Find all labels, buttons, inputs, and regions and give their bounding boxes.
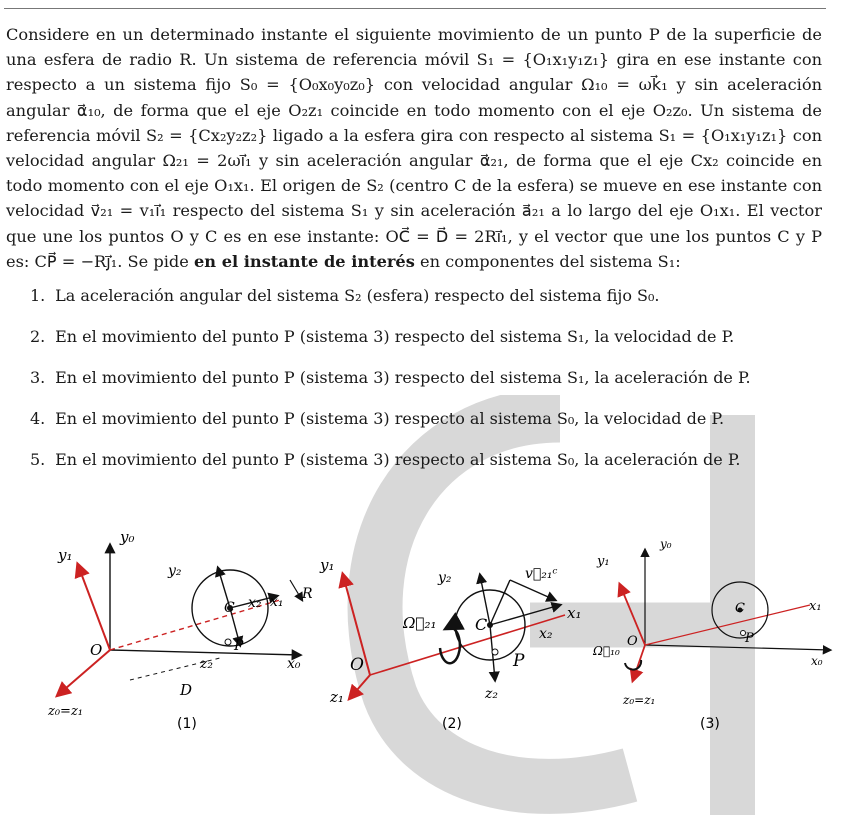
label-O: O [627,634,638,649]
label-x0: x₀ [287,656,301,672]
figure-caption: (1) [177,716,197,732]
figure-1 [40,520,330,735]
label-z2: z₂ [200,656,213,672]
label-y1: y₁ [320,556,335,574]
label-P: P [513,651,525,671]
label-y0: y₀ [120,528,135,546]
label-C: C [735,601,745,616]
label-y1: y₁ [58,546,73,564]
label-x1: x₁ [270,594,284,610]
label-omega10: Ω⃗₁₀ [593,644,620,658]
label-vc: v⃗₂₁ᶜ [525,566,558,582]
label-x1: x₁ [567,604,582,622]
label-y2: y₂ [438,570,452,586]
label-O: O [90,641,103,659]
figure-caption: (3) [700,716,720,732]
label-z1: z₁ [330,688,344,706]
list-item: 2. En el movimiento del punto P (sistema 3) respecto del sistema S₁, la velocidad de P. [30,327,735,346]
problem-statement: Considere en un determinado instante el siguiente movimiento de un punto P de la superficie de una esfera de radio R. Un sistema de referencia móvil S₁ = {O₁x₁y₁z₁} gira en ese instante con respecto a un sistema fijo S₀ = {O₀x₀y₀z₀} con velocidad angular Ω₁₀ = ωk⃗₁ y sin aceleración angular α⃗₁₀, de forma que el eje O₂z₁ coincide en todo momento con el eje O₂z₀. Un sistema de referencia móvil S₂ = {Cx₂y₂z₂} ligado a la esfera gira con respecto al sistema S₁ = {O₁x₁y₁z₁} con velocidad angular Ω₂₁ = 2ωi⃗₁ y sin aceleración angular α⃗₂₁, de forma que el eje Cx₂ coincide en todo momento con el eje O₁x₁. El origen de S₂ (centro C de la esfera) se mueve en ese instante con velocidad v⃗₂₁ = v₁i⃗₁ respecto del sistema S₁ y sin aceleración a⃗₂₁ a lo largo del eje O₁x₁. El vector que une los puntos O y C es en ese instante: OC⃗ = D⃗ = 2Ri⃗₁, y el vector que une los puntos C y P es: CP⃗ = −Rj⃗₁. Se pide en el instante de interés en componentes del sistema S₁: [6,25,822,271]
list-item: 1. La aceleración angular del sistema S₂ (esfera) respecto del sistema fijo S₀. [30,286,660,305]
top-rule [4,8,826,9]
list-item: 4. En el movimiento del punto P (sistema 3) respecto al sistema S₀, la velocidad de P. [30,409,725,428]
figure-caption: (2) [442,716,462,732]
label-y2: y₂ [168,563,182,579]
label-C: C [475,615,488,634]
label-y1: y₁ [597,554,610,569]
bold-emphasis: en el instante de interés [193,251,415,271]
label-P: P [745,631,754,646]
label-x1: x₁ [809,599,822,614]
list-item: 3. En el movimiento del punto P (sistema 3) respecto del sistema S₁, la aceleración de P. [30,368,751,387]
label-y0: y₀ [660,537,672,551]
label-x2: x₂ [539,626,553,642]
figure-3 [585,520,840,735]
label-O: O [350,655,364,675]
label-z0z1: z₀=z₁ [48,704,84,719]
label-R: R [302,586,313,602]
label-omega21: Ω⃗₂₁ [403,614,437,632]
label-z2: z₂ [485,686,498,702]
label-C: C [224,600,235,616]
list-item: 5. En el movimiento del punto P (sistema 3) respecto al sistema S₀, la aceleración de P. [30,450,741,469]
label-P: P [234,638,244,654]
label-x2: x₂ [248,595,262,611]
label-x0: x₀ [811,654,823,668]
label-z0z1: z₀=z₁ [623,693,656,707]
figure-2 [315,520,605,735]
label-D: D [180,681,193,699]
